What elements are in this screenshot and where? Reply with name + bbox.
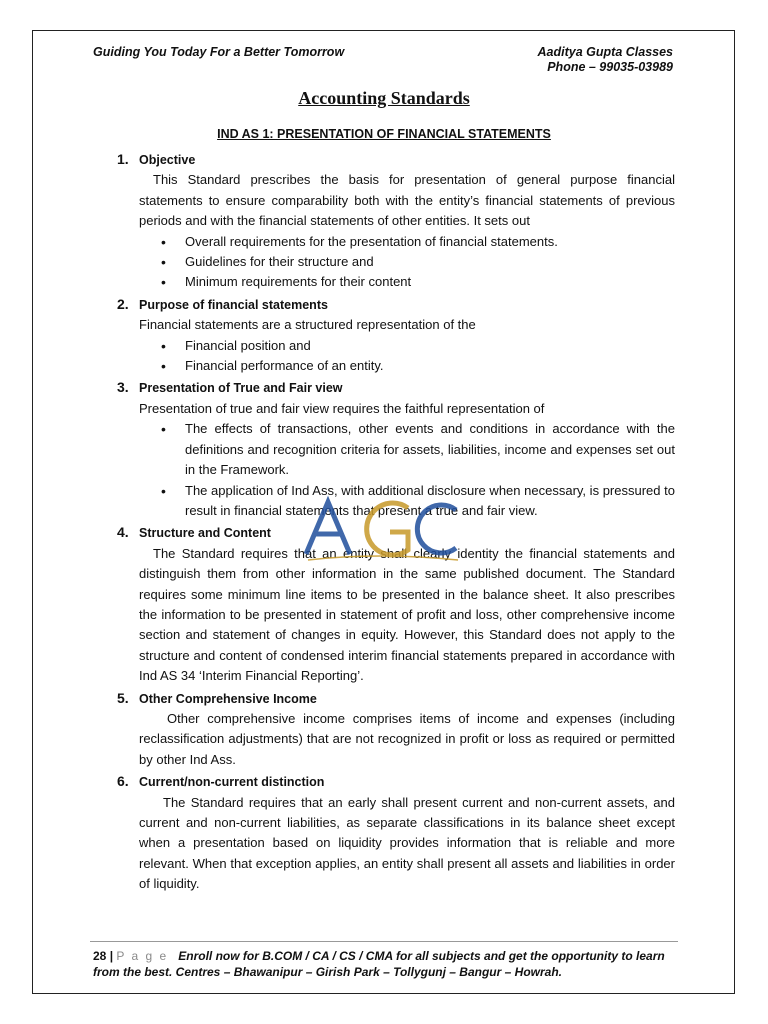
bullet-list: [139, 336, 675, 377]
section-number: 5.: [117, 689, 129, 706]
section-number: 3.: [117, 379, 129, 396]
section-title: Presentation of True and Fair view: [139, 381, 343, 396]
page-word: P a g e: [116, 949, 169, 963]
list-item: • The effects of transactions, other events and conditions in accordance with the definitions and recognition criteria for assets, liabilities, income and expenses set out in the Framework.: [139, 419, 675, 480]
page-title: Accounting Standards: [298, 88, 470, 108]
section-number: 4.: [117, 524, 129, 541]
list-item: • The application of Ind Ass, with additional disclosure when necessary, is pressured to result in financial statements that present a true and fair view.: [139, 481, 675, 522]
header-contact: [538, 45, 673, 75]
section-paragraph: Presentation of true and fair view requires the faithful representation of: [139, 400, 545, 416]
list-item: • Financial performance of an entity.: [139, 356, 675, 376]
section-paragraph: Financial statements are a structured representation of the: [139, 317, 476, 333]
header-tagline: Guiding You Today For a Better Tomorrow: [93, 45, 345, 59]
footer-divider: [90, 941, 678, 942]
section-heading: [117, 377, 675, 398]
section-title: Other Comprehensive Income: [139, 691, 317, 706]
page-number: 28: [93, 949, 107, 963]
footer-text: Enroll now for B.COM / CA / CS / CMA for all subjects and get the opportunity to learn from the best. Centres – Bhawanipur – Girish Park – Tollygunj – Bangur – Howrah.: [93, 949, 665, 979]
section-title: Objective: [139, 153, 196, 167]
section-paragraph: This Standard prescribes the basis for presentation of general purpose financial statements to ensure comparability both with the entity’s financial statements of previous periods and with the financial statements of other entities. It sets out: [139, 172, 675, 229]
page-separator: |: [109, 949, 114, 963]
page-subtitle: IND AS 1: PRESENTATION OF FINANCIAL STATEMENTS: [217, 127, 551, 141]
section-title: Current/non-current distinction: [139, 775, 325, 790]
section-objective: [117, 149, 675, 293]
header-phone: Phone – 99035-03989: [547, 60, 673, 74]
section-heading: [117, 149, 675, 170]
section-other-comprehensive-income: [117, 688, 675, 771]
list-item: • Minimum requirements for their content: [139, 272, 675, 292]
page-footer: [93, 948, 678, 980]
list-item: • Overall requirements for the presentation of financial statements.: [139, 232, 675, 252]
section-title: Structure and Content: [139, 526, 271, 541]
section-heading: [117, 688, 675, 709]
section-heading: [117, 294, 675, 315]
section-paragraph: Other comprehensive income comprises items of income and expenses (including reclassification adjustments) that are not recognized in profit or loss as required or permitted by other Ind Ass.: [139, 710, 675, 767]
bullet-list: [139, 232, 675, 293]
agc-logo-watermark-icon: [298, 494, 463, 564]
section-paragraph: The Standard requires that an early shall present current and non-current assets, and current and non-current liabilities, as separate classifications in its balance sheet except when a presentation based on liquidity provides information that is reliable and more relevant. When that exception applies, an entity shall present all assets and liabilities in order of liquidity.: [139, 794, 675, 892]
section-purpose: [117, 294, 675, 377]
section-paragraph: The Standard requires that an entity shall clearly identity the financial statements and distinguish them from other information in the same published document. The Standard requires some minimum line items to be presented in the balance sheet. It also prescribes the information to be presented in statement of profit and loss, other comprehensive income section and statement of changes in equity. However, this Standard does not apply to the structure and content of condensed interim financial statements prepared in accordance with Ind AS 34 ‘Interim Financial Reporting’.: [139, 545, 675, 684]
section-title: Purpose of financial statements: [139, 297, 328, 312]
section-number: 2.: [117, 295, 129, 312]
section-heading: [117, 771, 675, 792]
list-item: • Financial position and: [139, 336, 675, 356]
section-number: 1.: [117, 151, 129, 167]
header-brand: Aaditya Gupta Classes: [537, 45, 673, 59]
list-item: • Guidelines for their structure and: [139, 252, 675, 272]
section-current-noncurrent: [117, 771, 675, 894]
section-number: 6.: [117, 773, 129, 790]
